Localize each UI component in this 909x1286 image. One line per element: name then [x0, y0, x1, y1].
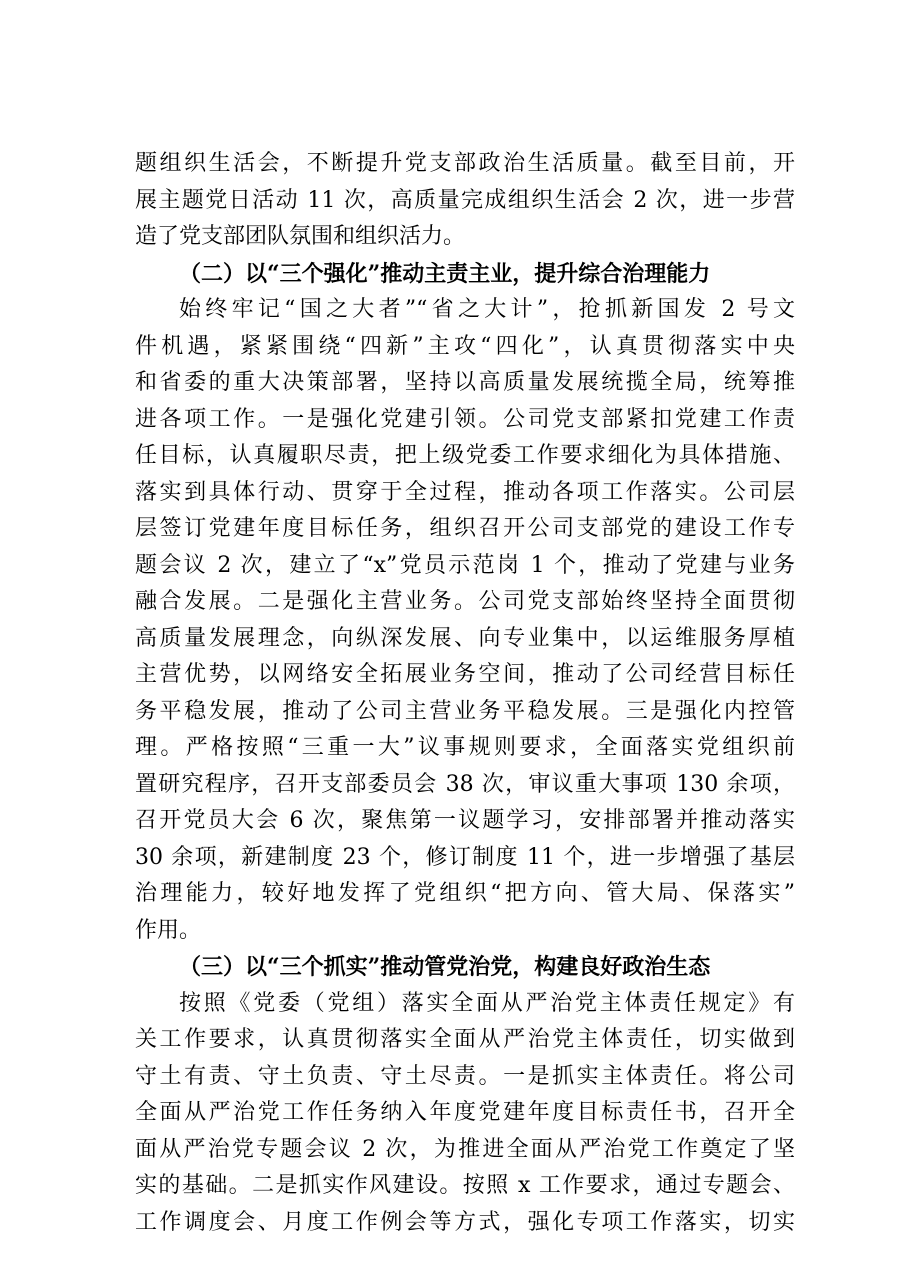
- document-body: [135, 146, 795, 1241]
- text-line: 件机遇，紧紧围绕“四新”主攻“四化”，认真贯彻落实中央: [135, 333, 795, 359]
- text-line: 按照《党委（党组）落实全面从严治党主体责任规定》有: [179, 990, 795, 1016]
- text-line: 作用。: [135, 917, 202, 943]
- text-line: 关工作要求，认真贯彻落实全面从严治党主体责任，切实做到: [135, 1027, 795, 1052]
- section-2-paragraph: [135, 292, 795, 949]
- text-line: 高质量发展理念，向纵深发展、向专业集中，以运维服务厚植: [135, 625, 795, 651]
- text-line: 和省委的重大决策部署，坚持以高质量发展统揽全局，统筹推: [135, 370, 795, 395]
- text-line: 工作调度会、月度工作例会等方式，强化专项工作落实，切实: [135, 1209, 795, 1235]
- section-heading-2: （二）以“三个强化”推动主责主业，提升综合治理能力: [179, 260, 711, 287]
- text-line: 融合发展。二是强化主营业务。公司党支部始终坚持全面贯彻: [135, 589, 795, 614]
- text-line: 题组织生活会，不断提升党支部政治生活质量。截至目前，开: [135, 151, 795, 176]
- intro-paragraph: [135, 146, 795, 256]
- text-line: 30 余项，新建制度 23 个，修订制度 11 个，进一步增强了基层: [135, 844, 795, 870]
- text-line: 守土有责、守土负责、守土尽责。一是抓实主体责任。将公司: [135, 1063, 795, 1089]
- text-line: 始终牢记“国之大者”“省之大计”，抢抓新国发 2 号文: [179, 297, 795, 322]
- text-line: 展主题党日活动 11 次，高质量完成组织生活会 2 次，进一步营: [135, 187, 795, 213]
- section-heading-3: （三）以“三个抓实”推动管党治党，构建良好政治生态: [179, 954, 711, 980]
- text-line: 落实到具体行动、贯穿于全过程，推动各项工作落实。公司层: [135, 479, 795, 505]
- text-line: 任目标，认真履职尽责，把上级党委工作要求细化为具体措施、: [135, 443, 795, 468]
- text-line: 主营优势，以网络安全拓展业务空间，推动了公司经营目标任: [135, 662, 795, 687]
- text-line: 治理能力，较好地发挥了党组织“把方向、管大局、保落实”: [135, 881, 795, 906]
- text-line: 置研究程序，召开支部委员会 38 次，审议重大事项 130 余项，: [135, 771, 795, 797]
- text-line: 务平稳发展，推动了公司主营业务平稳发展。三是强化内控管: [135, 698, 795, 724]
- text-line: 实的基础。二是抓实作风建设。按照 x 工作要求，通过专题会、: [135, 1173, 795, 1198]
- text-line: 召开党员大会 6 次，聚焦第一议题学习，安排部署并推动落实: [135, 808, 795, 833]
- text-line: 题会议 2 次，建立了“x”党员示范岗 1 个，推动了党建与业务: [135, 552, 795, 578]
- text-line: 进各项工作。一是强化党建引领。公司党支部紧扣党建工作责: [135, 406, 795, 432]
- section-3-paragraph: [135, 986, 795, 1242]
- text-line: 造了党支部团队氛围和组织活力。: [135, 224, 466, 249]
- text-line: 理。严格按照“三重一大”议事规则要求，全面落实党组织前: [135, 735, 795, 760]
- text-line: 层签订党建年度目标任务，组织召开公司支部党的建设工作专: [135, 516, 795, 541]
- text-line: 面从严治党专题会议 2 次，为推进全面从严治党工作奠定了坚: [135, 1136, 795, 1162]
- text-line: 全面从严治党工作任务纳入年度党建年度目标责任书，召开全: [135, 1100, 795, 1125]
